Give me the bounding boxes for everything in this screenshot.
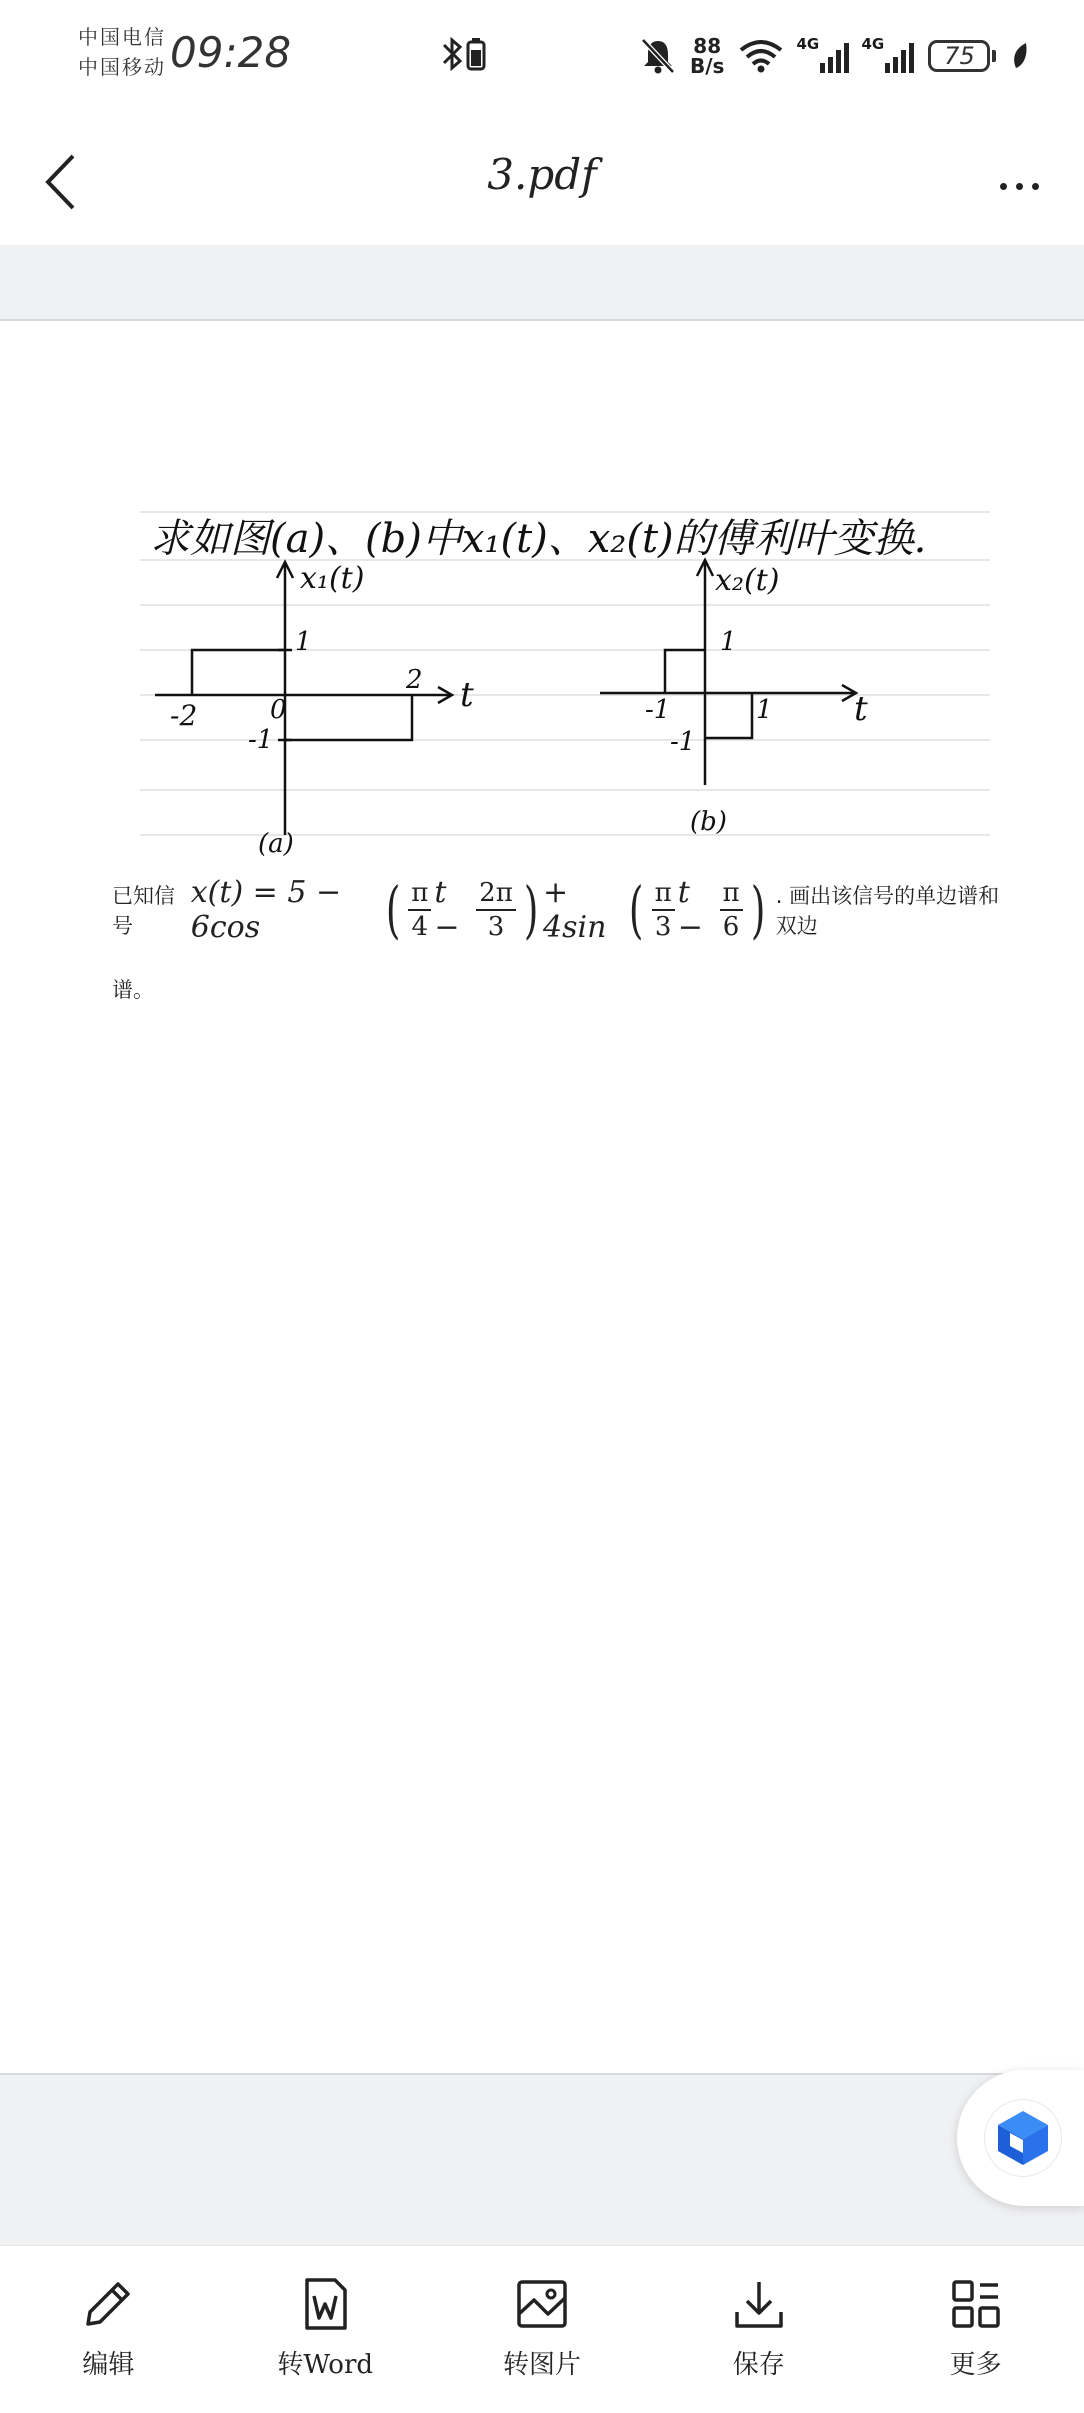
signal-icon-1 — [796, 35, 849, 73]
grid-icon — [948, 2276, 1004, 2332]
fig-b-caption: (b) — [690, 807, 727, 837]
handwritten-figure — [130, 490, 1000, 860]
fig-a-tick-2: 2 — [406, 665, 423, 695]
word-doc-icon — [297, 2276, 353, 2332]
dot-icon — [1032, 183, 1039, 190]
image-icon — [514, 2276, 570, 2332]
pencil-icon — [80, 2276, 136, 2332]
fraction: $\frac{\pi}{4}$ — [408, 877, 431, 943]
more-button[interactable] — [896, 2246, 1056, 2381]
bottom-toolbar — [0, 2245, 1084, 2413]
signal-2-label: 4G — [861, 35, 885, 53]
handwritten-title: 求如图(a)、(b)中x₁(t)、x₂(t)的傅利叶变换. — [150, 516, 927, 562]
formula-start: x(t) = 5 − 6cos — [190, 875, 342, 945]
fraction: $\frac{\pi}{3}$ — [652, 877, 675, 943]
more-label: 更多 — [949, 2350, 1002, 2380]
floating-assistant-button[interactable] — [957, 2070, 1084, 2206]
status-bar — [0, 0, 1084, 110]
carrier-names — [78, 22, 166, 82]
fig-a-tick-neg1: -1 — [248, 725, 274, 755]
status-icons — [640, 30, 1030, 82]
formula-mid: + 4sin — [543, 875, 607, 945]
problem-text — [112, 870, 1012, 1004]
dot-icon — [1016, 183, 1023, 190]
fig-a-x-label: t — [460, 675, 474, 715]
problem-lead: 已知信号 — [112, 884, 175, 938]
problem-tail: . 画出该信号的单边谱和双边 — [775, 884, 1000, 938]
formula-t-minus: t − — [434, 875, 460, 945]
page-gutter-top — [0, 245, 1084, 321]
bluetooth-battery-icon — [440, 36, 492, 76]
mute-bell-icon — [640, 37, 676, 75]
cube-logo-icon — [985, 2100, 1061, 2176]
problem-tail-line2: 谱。 — [112, 978, 154, 1002]
fig-b-tick-pos1y: 1 — [720, 627, 737, 657]
edit-button[interactable] — [28, 2246, 188, 2381]
top-app-bar — [0, 110, 1084, 245]
battery-icon — [928, 40, 996, 72]
fig-b-y-label: x₂(t) — [715, 563, 780, 598]
dot-icon — [1000, 183, 1007, 190]
leaf-icon — [1010, 41, 1030, 71]
fig-b-tick-pos1x: 1 — [756, 695, 773, 725]
to-word-label: 转Word — [277, 2350, 374, 2380]
fraction: $\frac{2\pi}{3}$ — [476, 877, 516, 943]
net-speed-value: 88 — [693, 34, 722, 58]
battery-level: 75 — [928, 40, 990, 72]
net-speed-unit: B/s — [690, 54, 725, 78]
more-options-button[interactable] — [984, 156, 1054, 216]
network-speed — [690, 36, 724, 76]
fig-a-caption: (a) — [258, 829, 294, 859]
fig-a-tick-0: 0 — [270, 695, 287, 725]
to-word-button[interactable] — [245, 2246, 405, 2381]
wifi-icon — [738, 38, 784, 74]
page-gutter-bottom — [0, 2073, 1084, 2245]
fig-a-y-label: x₁(t) — [300, 561, 365, 596]
document-title: 3.pdf — [487, 150, 597, 199]
fig-b-tick-neg1y: -1 — [670, 727, 696, 757]
signal-icon-2 — [861, 35, 914, 73]
save-label: 保存 — [732, 2350, 785, 2380]
fraction: $\frac{\pi}{6}$ — [720, 877, 743, 943]
carrier-1: 中国电信 — [78, 25, 166, 49]
signal-formula: x(t) = 5 − 6cos ( $\frac{\pi}{4}$ t − $\frac{2\pi}{3}$ ) + 4sin ( $\frac{\pi}{3}$ t − $\frac{\pi}{6}$ ) — [190, 873, 765, 946]
to-image-label: 转图片 — [502, 2350, 581, 2380]
carrier-2: 中国移动 — [78, 55, 166, 79]
fig-b-x-label: t — [854, 689, 868, 729]
fig-a-tick-neg2: -2 — [170, 699, 198, 732]
formula-t-minus: t − — [677, 875, 703, 945]
fig-b-tick-neg1x: -1 — [645, 695, 671, 725]
save-button[interactable] — [679, 2246, 839, 2381]
to-image-button[interactable] — [462, 2246, 622, 2381]
signal-1-label: 4G — [796, 35, 820, 53]
clock: 09:28 — [170, 28, 292, 77]
download-icon — [731, 2276, 787, 2332]
fig-a-tick-pos1: 1 — [295, 627, 312, 657]
edit-label: 编辑 — [82, 2350, 135, 2380]
